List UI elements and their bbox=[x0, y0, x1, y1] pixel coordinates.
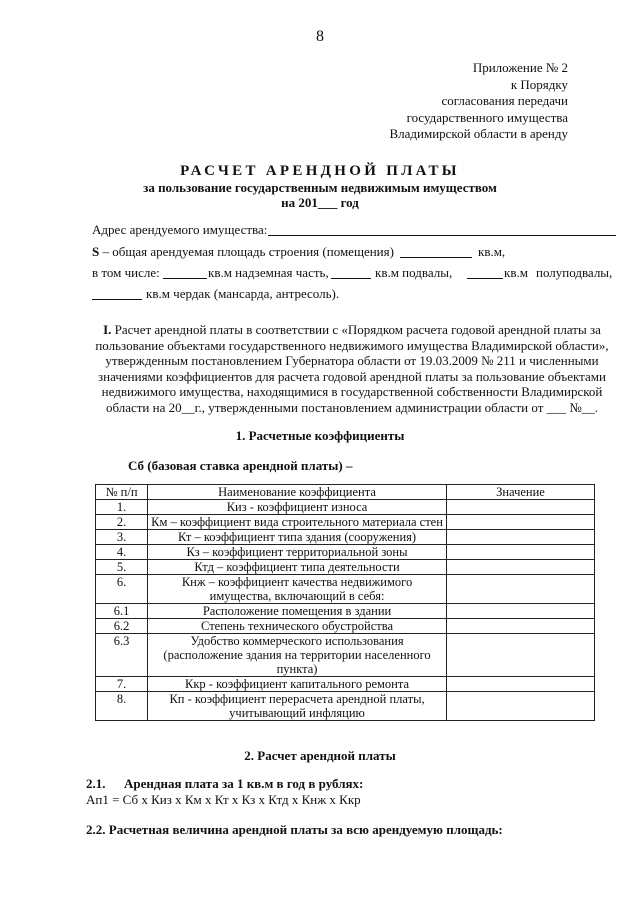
table-row bbox=[96, 619, 595, 634]
s22-title: 2.2. Расчетная величина арендной платы за всю арендуемую площадь: bbox=[86, 822, 503, 837]
table-row bbox=[96, 530, 595, 545]
row-number: 5. bbox=[96, 560, 148, 575]
row-number: 6.2 bbox=[96, 619, 148, 634]
row-name: Ктд – коэффициент типа деятельности bbox=[148, 560, 447, 575]
row-number: 3. bbox=[96, 530, 148, 545]
table-row bbox=[96, 604, 595, 619]
row-name: Кт – коэффициент типа здания (сооружения) bbox=[148, 530, 447, 545]
intro-roman: I. bbox=[103, 322, 112, 337]
row-value-cell[interactable] bbox=[446, 634, 594, 677]
s21-formula: Ап1 = Сб х Киз х Км х Кт х Кз х Ктд х Кнж х Ккр bbox=[86, 792, 361, 807]
appendix-block bbox=[268, 60, 568, 143]
document-subtitle: за пользование государственным недвижимым имуществом bbox=[143, 180, 497, 195]
row-number: 1. bbox=[96, 500, 148, 515]
above-ground-blank bbox=[163, 278, 207, 279]
coefficients-table bbox=[95, 484, 595, 721]
appendix-line: к Порядку bbox=[510, 76, 568, 92]
row-name: Км – коэффициент вида строительного материала стен bbox=[148, 515, 447, 530]
year-line: на 201___ год bbox=[281, 195, 359, 210]
row-value-cell[interactable] bbox=[446, 692, 594, 721]
row-name: Кз – коэффициент территориальной зоны bbox=[148, 545, 447, 560]
row-number: 6.3 bbox=[96, 634, 148, 677]
row-number: 6.1 bbox=[96, 604, 148, 619]
row-name: Кп - коэффициент перерасчета арендной платы, учитывающий инфляцию bbox=[148, 692, 447, 721]
s-symbol: S bbox=[92, 244, 100, 259]
row-value-cell[interactable] bbox=[446, 604, 594, 619]
row-number: 7. bbox=[96, 677, 148, 692]
row-value-cell[interactable] bbox=[446, 500, 594, 515]
row-value-cell[interactable] bbox=[446, 545, 594, 560]
section2-title: 2. Расчет арендной платы bbox=[244, 748, 396, 763]
header-name: Наименование коэффициента bbox=[148, 485, 447, 500]
s21-number: 2.1. bbox=[86, 776, 106, 791]
table-row bbox=[96, 692, 595, 721]
document-title: РАСЧЕТ АРЕНДНОЙ ПЛАТЫ bbox=[180, 163, 460, 179]
table-row bbox=[96, 575, 595, 604]
row-value-cell[interactable] bbox=[446, 677, 594, 692]
table-header-row bbox=[96, 485, 595, 500]
total-area-line bbox=[92, 244, 394, 260]
row-number: 2. bbox=[96, 515, 148, 530]
row-value-cell[interactable] bbox=[446, 530, 594, 545]
row-name: Удобство коммерческого использования (расположение здания на территории населенного пункта) bbox=[148, 634, 447, 677]
basement-label: кв.м подвалы, bbox=[375, 265, 453, 280]
attic-blank bbox=[92, 299, 142, 300]
intro-paragraph bbox=[92, 322, 612, 415]
appendix-line: Владимирской области в аренду bbox=[389, 126, 568, 141]
above-ground-label: кв.м надземная часть, bbox=[208, 265, 329, 280]
row-name: Степень технического обустройства bbox=[148, 619, 447, 634]
appendix-line: Приложение № 2 bbox=[472, 60, 568, 75]
row-name: Ккр - коэффициент капитального ремонта bbox=[148, 677, 447, 692]
total-area-text: – общая арендуемая площадь строения (помещения) bbox=[99, 244, 394, 259]
row-value-cell[interactable] bbox=[446, 619, 594, 634]
base-rate-label: Сб (базовая ставка арендной платы) – bbox=[128, 458, 353, 473]
semi-basement-label: полуподвалы, bbox=[536, 265, 613, 280]
section1-title: 1. Расчетные коэффициенты bbox=[235, 428, 405, 443]
row-number: 4. bbox=[96, 545, 148, 560]
row-value-cell[interactable] bbox=[446, 575, 594, 604]
table-row bbox=[96, 545, 595, 560]
semi-basement-unit: кв.м bbox=[504, 265, 528, 280]
address-blank bbox=[268, 235, 616, 236]
header-value: Значение bbox=[446, 485, 594, 500]
page-number: 8 bbox=[316, 28, 324, 45]
table-row bbox=[96, 677, 595, 692]
s21-title: Арендная плата за 1 кв.м в год в рублях: bbox=[124, 776, 364, 791]
row-name: Расположение помещения в здании bbox=[148, 604, 447, 619]
table-row bbox=[96, 515, 595, 530]
row-number: 8. bbox=[96, 692, 148, 721]
table-row bbox=[96, 634, 595, 677]
address-label: Адрес арендуемого имущества: bbox=[92, 222, 268, 237]
row-value-cell[interactable] bbox=[446, 515, 594, 530]
including-label: в том числе: bbox=[92, 265, 160, 280]
appendix-line: согласования передачи bbox=[441, 93, 568, 108]
row-number: 6. bbox=[96, 575, 148, 604]
attic-label: кв.м чердак (мансарда, антресоль). bbox=[146, 286, 340, 301]
total-area-blank bbox=[400, 257, 472, 258]
basement-blank bbox=[331, 278, 371, 279]
row-name: Киз - коэффициент износа bbox=[148, 500, 447, 515]
row-name: Кнж – коэффициент качества недвижимого имущества, включающий в себя: bbox=[148, 575, 447, 604]
row-value-cell[interactable] bbox=[446, 560, 594, 575]
appendix-line: государственного имущества bbox=[406, 109, 568, 125]
semi-basement-blank bbox=[467, 278, 503, 279]
total-area-unit: кв.м, bbox=[478, 244, 506, 259]
header-number: № п/п bbox=[96, 485, 148, 500]
table-row bbox=[96, 560, 595, 575]
table-row bbox=[96, 500, 595, 515]
intro-text: Расчет арендной платы в соответствии с «Порядком расчета годовой арендной платы за пользование объектами государственного недвижимого имущества Владимирской области», утвержденным постановлением Губернатора области от 19.03.2009 № 211 и численными значениями коэффициентов для расчета годовой арендной платы за пользование объектами недвижимого имущества, находящимися в государственной собственности Владимирской области на 20__г., утвержденными постановлением администрации области от ___ №__. bbox=[95, 322, 609, 415]
